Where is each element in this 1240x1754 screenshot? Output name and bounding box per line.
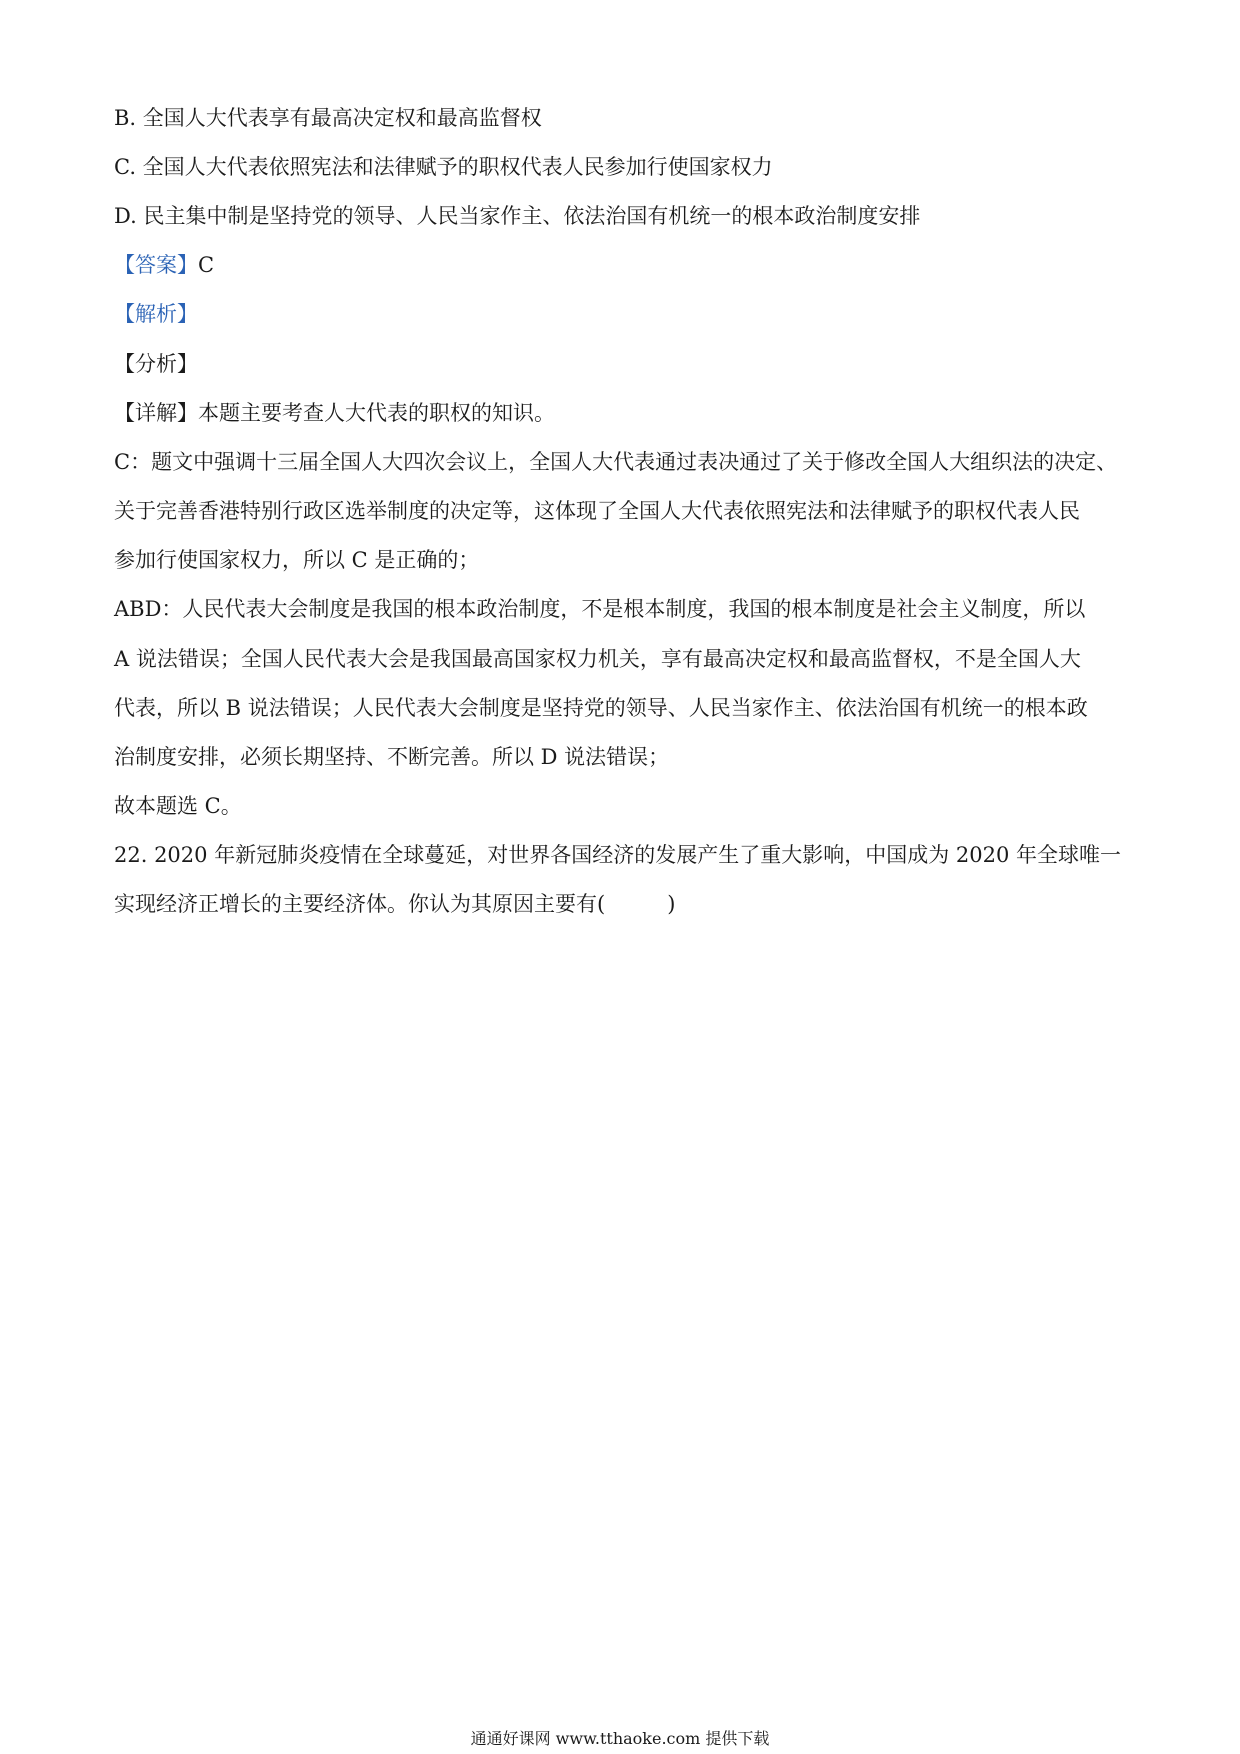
option-b: B. 全国人大代表享有最高决定权和最高监督权 <box>114 106 542 130</box>
abd-explanation-line: 治制度安排，必须长期坚持、不断完善。所以 D 说法错误； <box>114 745 670 769</box>
fenxi-label: 【分析】 <box>114 352 198 376</box>
detail-label: 【详解】 <box>114 401 198 425</box>
answer-line <box>114 251 214 279</box>
c-explanation-line: C：题文中强调十三届全国人大四次会议上，全国人大代表通过表决通过了关于修改全国人大组织法的决定、 <box>114 450 1118 474</box>
question-22-line-2 <box>114 890 675 918</box>
answer-value: C <box>198 253 215 277</box>
answer-label: 【答案】 <box>114 253 198 277</box>
question-22-close-paren: ) <box>667 892 676 916</box>
page-footer: 通通好课网 www.tthaoke.com 提供下载 <box>470 1729 770 1748</box>
abd-explanation-line: 代表，所以 B 说法错误；人民代表大会制度是坚持党的领导、人民当家作主、依法治国有机统一的根本政 <box>114 696 1088 720</box>
option-d: D. 民主集中制是坚持党的领导、人民当家作主、依法治国有机统一的根本政治制度安排 <box>114 204 921 228</box>
conclusion: 故本题选 C。 <box>114 794 242 818</box>
analysis-label: 【解析】 <box>114 302 198 326</box>
question-22-line-1: 22. 2020 年新冠肺炎疫情在全球蔓延，对世界各国经济的发展产生了重大影响，中国成为 2020 年全球唯一 <box>114 843 1121 867</box>
question-22-stem: 实现经济正增长的主要经济体。你认为其原因主要有( <box>114 892 606 916</box>
option-c: C. 全国人大代表依照宪法和法律赋予的职权代表人民参加行使国家权力 <box>114 155 773 179</box>
abd-explanation-line: ABD：人民代表大会制度是我国的根本政治制度，不是根本制度，我国的根本制度是社会主义制度，所以 <box>114 597 1086 621</box>
detail-line <box>114 399 555 427</box>
detail-text: 本题主要考查人大代表的职权的知识。 <box>198 401 555 425</box>
c-explanation-line: 关于完善香港特别行政区选举制度的决定等，这体现了全国人大代表依照宪法和法律赋予的职权代表人民 <box>114 499 1080 523</box>
c-explanation-line: 参加行使国家权力，所以 C 是正确的； <box>114 548 480 572</box>
abd-explanation-line: A 说法错误；全国人民代表大会是我国最高国家权力机关，享有最高决定权和最高监督权，不是全国人大 <box>114 647 1081 671</box>
